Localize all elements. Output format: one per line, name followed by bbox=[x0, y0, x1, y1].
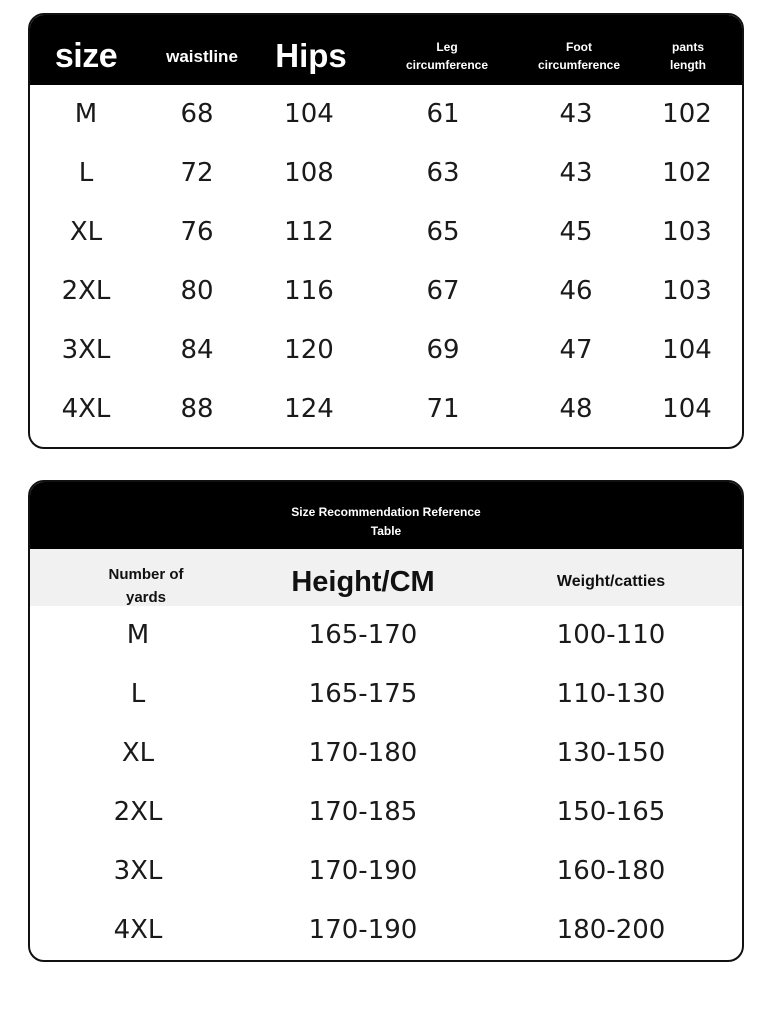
cell-hips: 124 bbox=[284, 394, 334, 424]
cell-foot-circumference: 43 bbox=[559, 99, 593, 129]
cell-pants-length: 104 bbox=[662, 335, 712, 365]
table-row bbox=[30, 203, 742, 262]
header-leg-circumference: Leg circumference bbox=[405, 40, 489, 72]
recommendation-column-headers bbox=[30, 549, 742, 606]
cell-foot-circumference: 43 bbox=[559, 158, 593, 188]
cell-height: 170-190 bbox=[308, 856, 418, 886]
cell-pants-length: 104 bbox=[662, 394, 712, 424]
cell-waistline: 88 bbox=[180, 394, 214, 424]
header-size: size bbox=[54, 37, 118, 75]
cell-foot-circumference: 48 bbox=[559, 394, 593, 424]
cell-height: 170-180 bbox=[308, 738, 418, 768]
cell-hips: 104 bbox=[284, 99, 334, 129]
table-row bbox=[30, 380, 742, 439]
cell-height: 165-175 bbox=[308, 679, 418, 709]
header-weight: Weight/catties bbox=[556, 573, 666, 590]
cell-hips: 108 bbox=[284, 158, 334, 188]
cell-hips: 116 bbox=[284, 276, 334, 306]
table-row bbox=[30, 262, 742, 321]
cell-size: 4XL bbox=[61, 394, 111, 424]
table-row bbox=[30, 321, 742, 380]
cell-height: 170-190 bbox=[308, 915, 418, 945]
table-row bbox=[30, 783, 742, 842]
cell-foot-circumference: 46 bbox=[559, 276, 593, 306]
recommendation-table-title: Size Recommendation Reference Table bbox=[291, 505, 481, 538]
cell-leg-circumference: 67 bbox=[426, 276, 460, 306]
cell-size: XL bbox=[69, 217, 103, 247]
cell-waistline: 76 bbox=[180, 217, 214, 247]
header-number-of-yards: Number of yards bbox=[108, 566, 184, 606]
cell-weight: 160-180 bbox=[556, 856, 666, 886]
cell-weight: 150-165 bbox=[556, 797, 666, 827]
header-height: Height/CM bbox=[291, 566, 435, 598]
cell-height: 170-185 bbox=[308, 797, 418, 827]
recommendation-table bbox=[28, 480, 744, 962]
cell-waistline: 80 bbox=[180, 276, 214, 306]
cell-leg-circumference: 65 bbox=[426, 217, 460, 247]
size-table bbox=[28, 13, 744, 449]
cell-leg-circumference: 71 bbox=[426, 394, 460, 424]
cell-weight: 130-150 bbox=[556, 738, 666, 768]
cell-waistline: 68 bbox=[180, 99, 214, 129]
cell-pants-length: 102 bbox=[662, 158, 712, 188]
table-row bbox=[30, 842, 742, 901]
cell-size: L bbox=[78, 158, 94, 188]
table-row bbox=[30, 144, 742, 203]
cell-yards: 2XL bbox=[113, 797, 163, 827]
cell-yards: 3XL bbox=[113, 856, 163, 886]
table-row bbox=[30, 85, 742, 144]
cell-pants-length: 103 bbox=[662, 276, 712, 306]
cell-hips: 120 bbox=[284, 335, 334, 365]
header-waistline: waistline bbox=[166, 47, 238, 66]
cell-pants-length: 102 bbox=[662, 99, 712, 129]
header-foot-circumference: Foot circumference bbox=[537, 40, 621, 72]
cell-size: 2XL bbox=[61, 276, 111, 306]
header-pants-length: pants length bbox=[670, 40, 706, 72]
cell-yards: M bbox=[126, 620, 150, 650]
cell-waistline: 84 bbox=[180, 335, 214, 365]
cell-foot-circumference: 45 bbox=[559, 217, 593, 247]
header-hips: Hips bbox=[275, 37, 347, 74]
cell-weight: 180-200 bbox=[556, 915, 666, 945]
size-table-header bbox=[30, 15, 742, 85]
cell-waistline: 72 bbox=[180, 158, 214, 188]
cell-size: M bbox=[74, 99, 98, 129]
cell-pants-length: 103 bbox=[662, 217, 712, 247]
table-row bbox=[30, 665, 742, 724]
cell-size: 3XL bbox=[61, 335, 111, 365]
cell-height: 165-170 bbox=[308, 620, 418, 650]
table-row bbox=[30, 724, 742, 783]
cell-leg-circumference: 69 bbox=[426, 335, 460, 365]
cell-leg-circumference: 61 bbox=[426, 99, 460, 129]
cell-yards: L bbox=[130, 679, 146, 709]
cell-weight: 110-130 bbox=[556, 679, 666, 709]
cell-yards: 4XL bbox=[113, 915, 163, 945]
table-row bbox=[30, 901, 742, 960]
cell-foot-circumference: 47 bbox=[559, 335, 593, 365]
recommendation-table-header bbox=[30, 482, 742, 549]
cell-weight: 100-110 bbox=[556, 620, 666, 650]
cell-leg-circumference: 63 bbox=[426, 158, 460, 188]
cell-hips: 112 bbox=[284, 217, 334, 247]
cell-yards: XL bbox=[121, 738, 155, 768]
table-row bbox=[30, 606, 742, 665]
